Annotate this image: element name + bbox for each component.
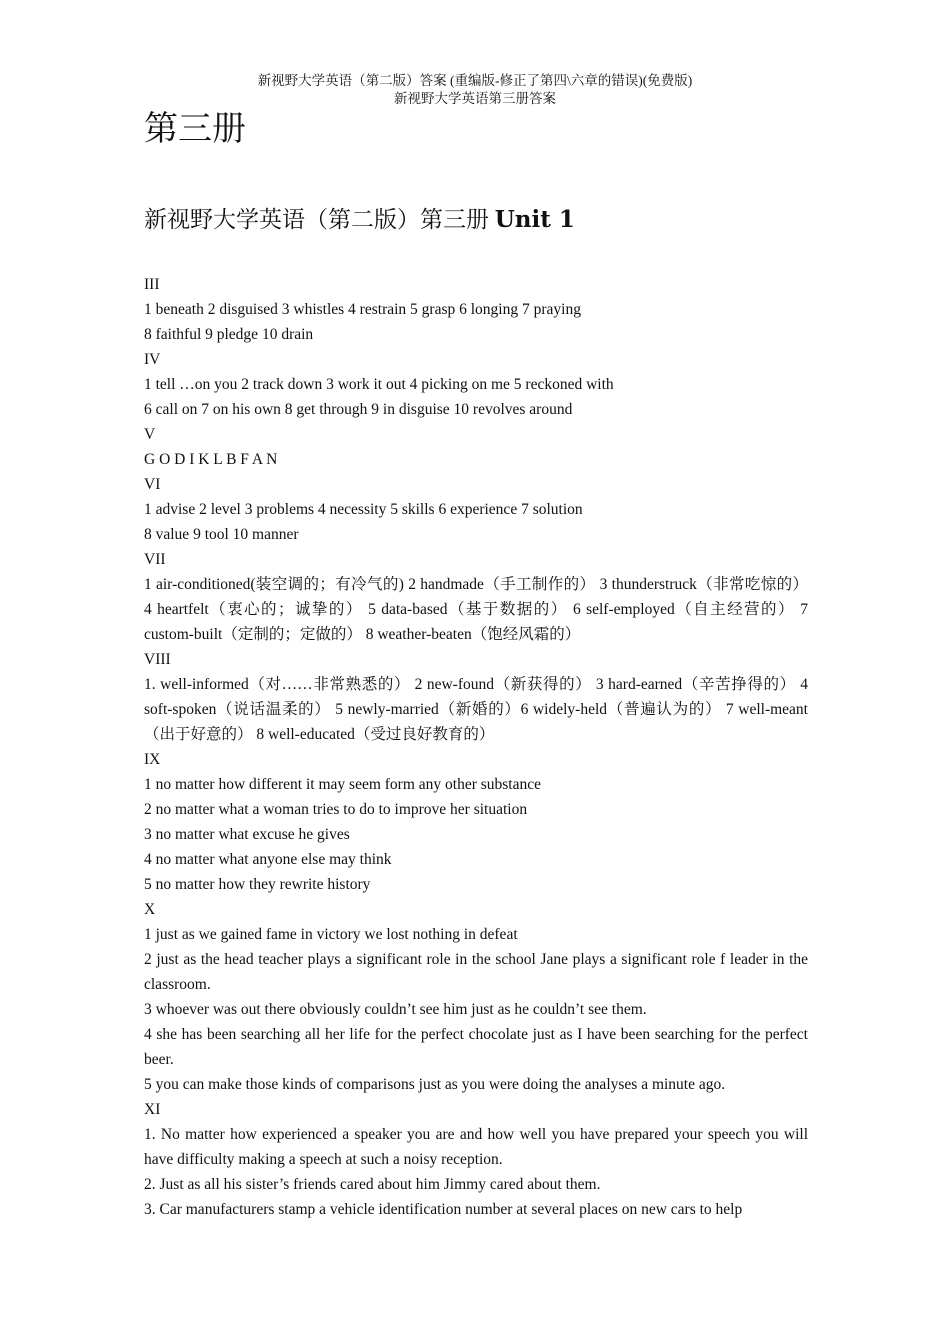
section-xi-item: 3. Car manufacturers stamp a vehicle identification number at several places on new cars to help <box>144 1201 743 1218</box>
section-ix-line: 2 no matter what a woman tries to do to improve her situation <box>144 801 528 818</box>
header-line-1: 新视野大学英语（第二版）答案 (重编版-修正了第四\六章的错误)(免费版) <box>257 73 693 88</box>
section-iv-line: 1 tell …on you 2 track down 3 work it out 4 picking on me 5 reckoned with <box>144 376 614 393</box>
section-iii-line: 1 beneath 2 disguised 3 whistles 4 restrain 5 grasp 6 longing 7 praying <box>144 301 581 318</box>
section-vii-text: 1 air-conditioned(装空调的；有冷气的) 2 handmade（手工制作的） 3 thunderstruck（非常吃惊的） 4 heartfelt（衷心的；诚挚的） 5 data-based（基于数据的） 6 self-employed（自主经营的） 7 custom-built（定制的；定做的） 8 weather-beaten（饱经风霜的） <box>144 576 808 643</box>
section-label-xi: XI <box>144 1101 161 1118</box>
section-x-item: 4 she has been searching all her life for the perfect chocolate just as I have been searching for the perfect beer. <box>144 1026 808 1068</box>
answer-content <box>144 272 808 1222</box>
volume-title: 第三册 <box>144 111 246 148</box>
section-xi-item: 2. Just as all his sister’s friends cared about him Jimmy cared about them. <box>144 1176 601 1193</box>
section-v-line: G O D I K L B F A N <box>144 451 278 468</box>
section-label-v: V <box>144 426 156 443</box>
section-ix-line: 4 no matter what anyone else may think <box>144 851 392 868</box>
section-label-iv: IV <box>144 351 161 368</box>
section-iv-line: 6 call on 7 on his own 8 get through 9 in disguise 10 revolves around <box>144 401 573 418</box>
section-ix-line: 5 no matter how they rewrite history <box>144 876 371 893</box>
section-label-vii: VII <box>144 551 166 568</box>
section-label-x: X <box>144 901 156 918</box>
section-x-item: 2 just as the head teacher plays a significant role in the school Jane plays a significant role f leader in the classroom. <box>144 951 808 993</box>
section-label-ix: IX <box>144 751 161 768</box>
section-xi-item: 1. No matter how experienced a speaker you are and how well you have prepared your speech you will have difficulty making a speech at such a noisy reception. <box>144 1126 808 1168</box>
section-iii-line: 8 faithful 9 pledge 10 drain <box>144 326 314 343</box>
section-x-item: 5 you can make those kinds of comparisons just as you were doing the analyses a minute ago. <box>144 1076 726 1093</box>
section-vi-line: 8 value 9 tool 10 manner <box>144 526 299 543</box>
section-ix-line: 3 no matter what excuse he gives <box>144 826 350 843</box>
section-label-viii: VIII <box>144 651 171 668</box>
header-line-2: 新视野大学英语第三册答案 <box>394 91 556 106</box>
unit-title-prefix: 新视野大学英语（第二版）第三册 <box>144 207 489 232</box>
page-header <box>0 72 950 108</box>
section-label-vi: VI <box>144 476 161 493</box>
section-viii-text: 1. well-informed（对……非常熟悉的） 2 new-found（新获得的） 3 hard-earned（辛苦挣得的） 4 soft-spoken（说话温柔的） 5 newly-married（新婚的）6 widely-held（普遍认为的） 7 well-meant（出于好意的） 8 well-educated（受过良好教育的） <box>144 676 808 743</box>
section-vi-line: 1 advise 2 level 3 problems 4 necessity 5 skills 6 experience 7 solution <box>144 501 583 518</box>
unit-title <box>144 203 575 237</box>
section-label-iii: III <box>144 276 160 293</box>
section-x-item: 3 whoever was out there obviously couldn’t see him just as he couldn’t see them. <box>144 1001 647 1018</box>
section-x-item: 1 just as we gained fame in victory we lost nothing in defeat <box>144 926 518 943</box>
section-ix-line: 1 no matter how different it may seem form any other substance <box>144 776 541 793</box>
unit-title-unit: Unit 1 <box>494 206 575 233</box>
